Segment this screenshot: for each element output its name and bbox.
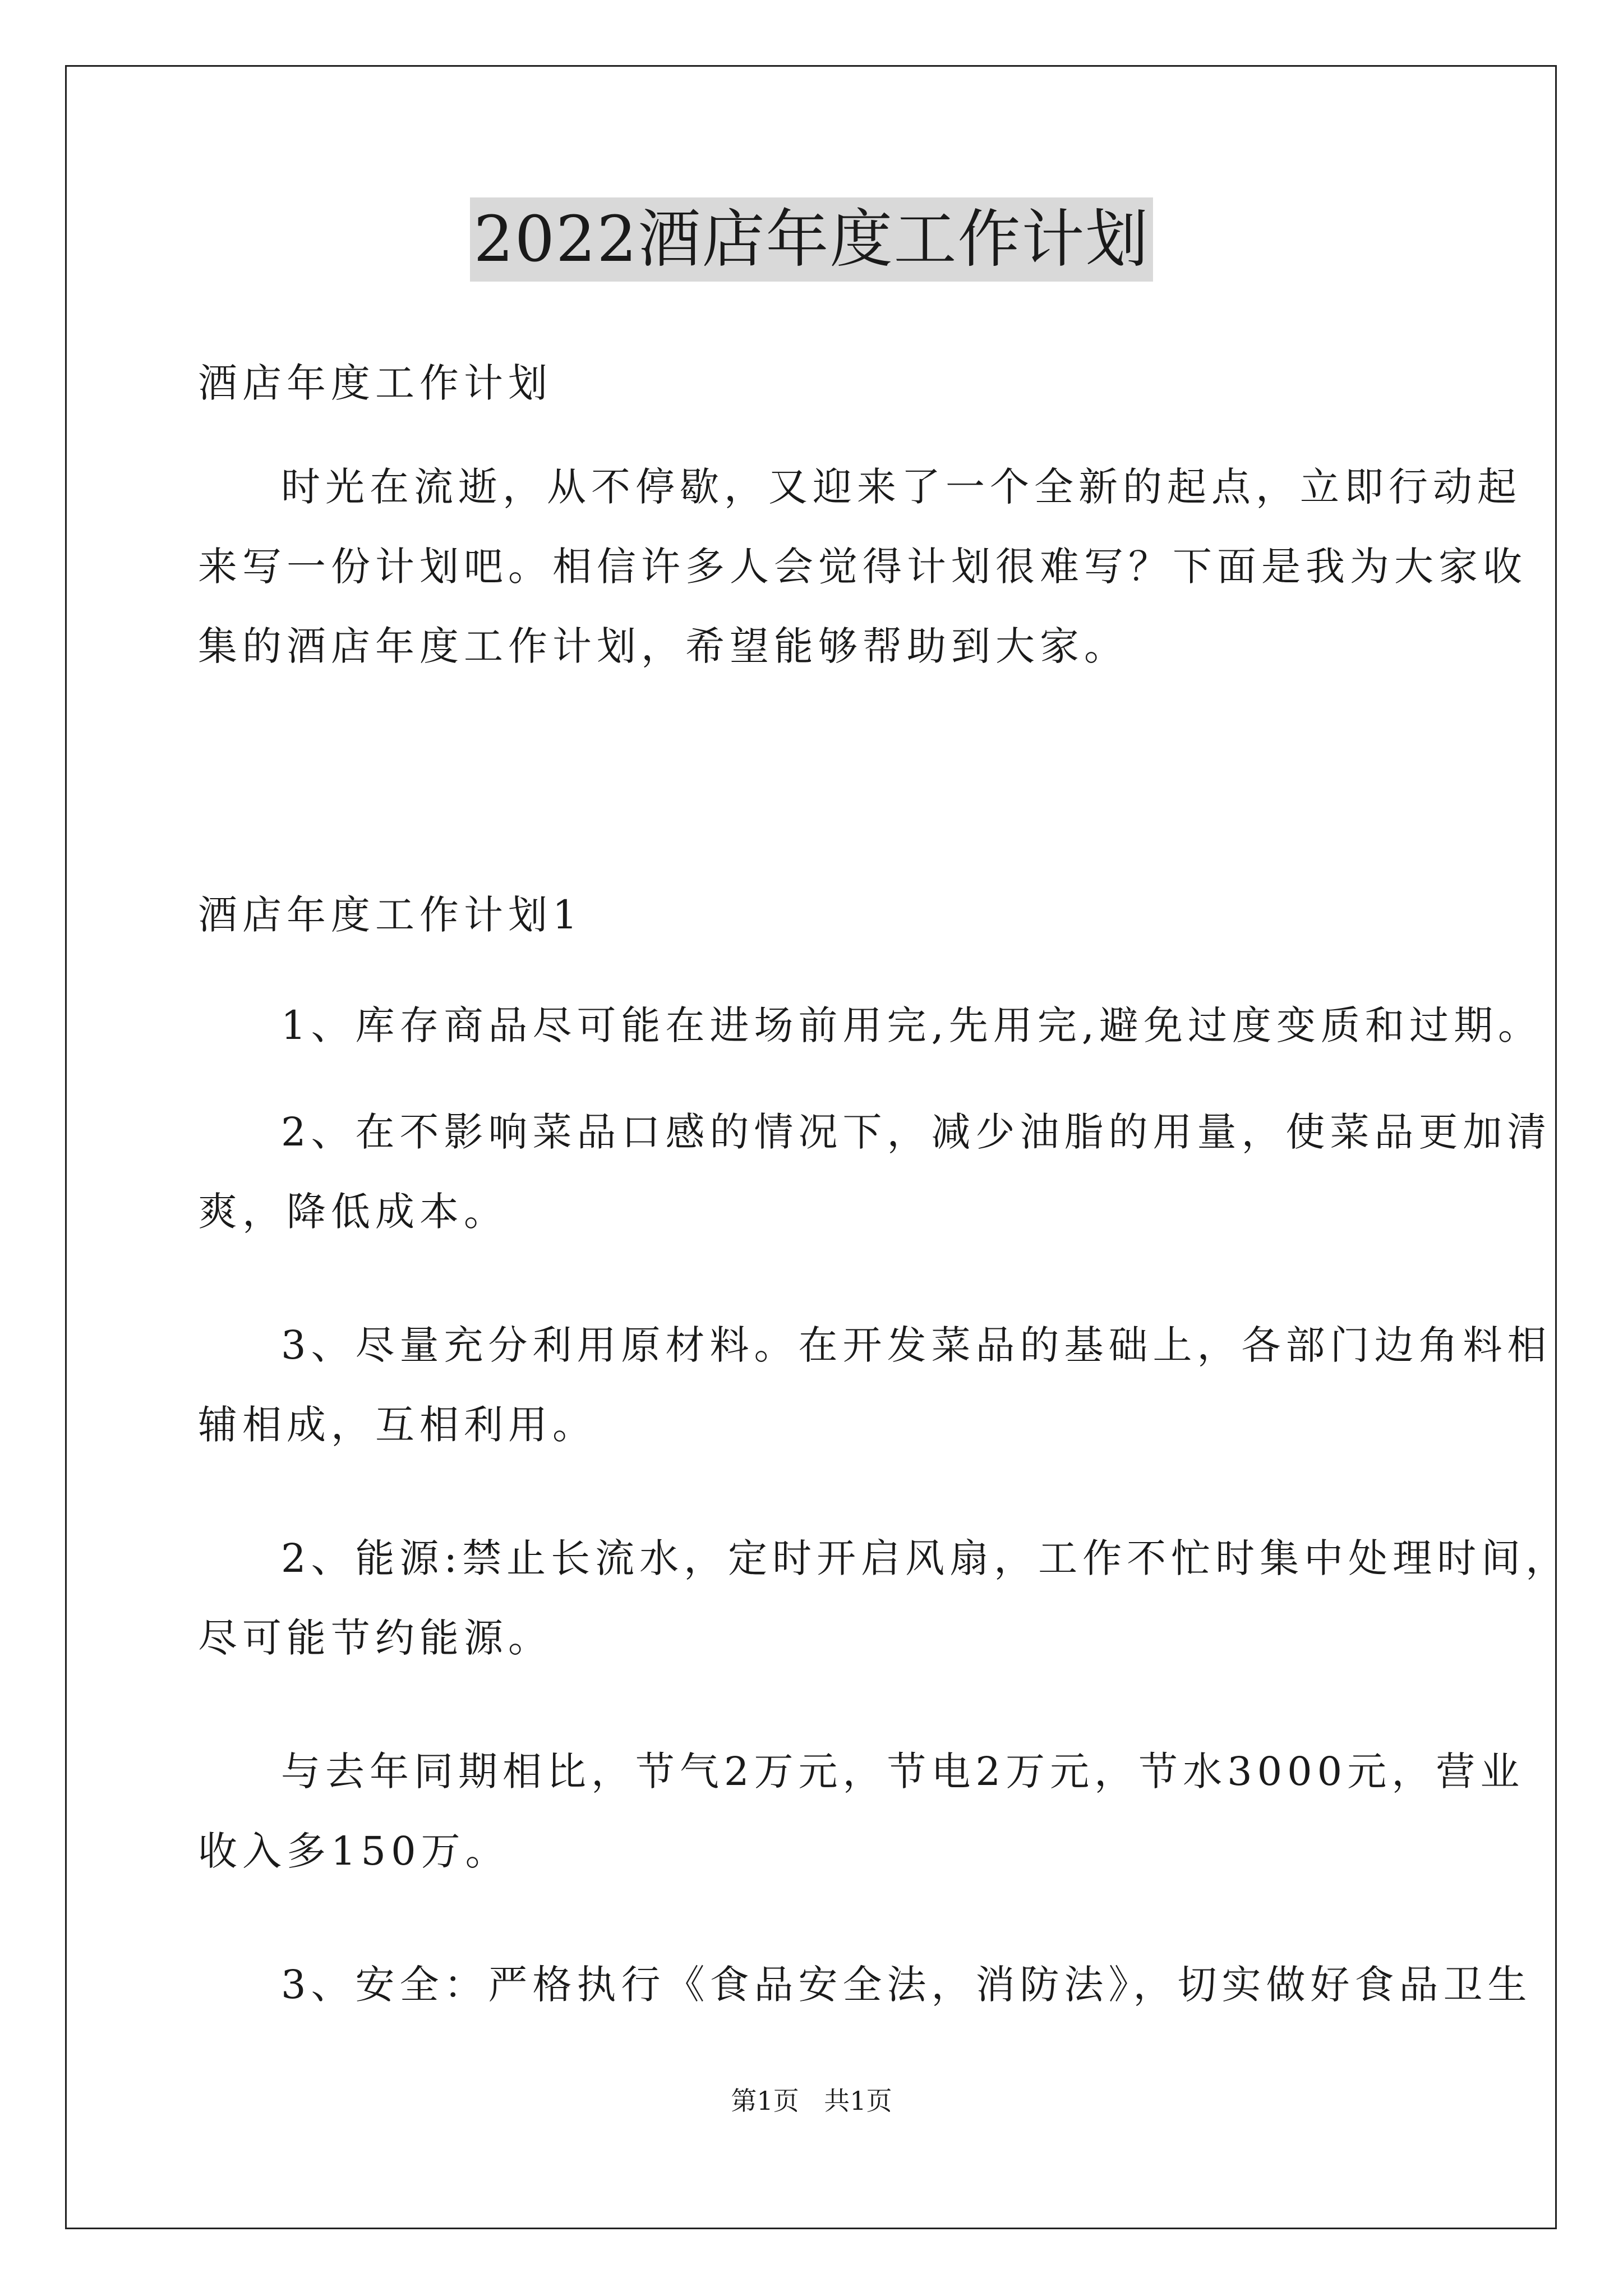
item-line: 辅相成，互相利用。 — [198, 1402, 597, 1448]
list-item — [198, 1305, 1552, 1465]
page-footer: 第1页 共1页 — [731, 2086, 892, 2116]
title-container — [0, 197, 1623, 282]
list-item — [198, 1732, 1525, 1891]
item-line: 3、安全：严格执行《食品安全法，消防法》，切实做好食品卫生 — [281, 1962, 1532, 2008]
item-line: 尽可能节约能源。 — [198, 1615, 552, 1661]
intro-line: 集的酒店年度工作计划，希望能够帮助到大家。 — [198, 623, 1128, 669]
list-item — [198, 986, 1543, 1065]
item-line: 2、在不影响菜品口感的情况下，减少油脂的用量，使菜品更加清 — [281, 1109, 1552, 1155]
item-line: 爽，降低成本。 — [198, 1189, 508, 1235]
intro-line: 来写一份计划吧。相信许多人会觉得计划很难写？下面是我为大家收 — [198, 544, 1527, 590]
section-heading: 酒店年度工作计划1 — [198, 892, 583, 938]
intro-paragraph — [198, 447, 1527, 686]
item-line: 收入多150万。 — [198, 1828, 510, 1874]
item-line: 2、能源:禁止长流水，定时开启风扇，工作不忙时集中处理时间， — [281, 1535, 1570, 1581]
item-line: 与去年同期相比，节气2万元，节电2万元，节水3000元，营业 — [281, 1749, 1525, 1795]
item-line: 3、尽量充分利用原材料。在开发菜品的基础上，各部门边角料相 — [281, 1322, 1552, 1368]
list-item — [198, 1945, 1532, 2024]
subtitle: 酒店年度工作计划 — [198, 360, 552, 406]
intro-line: 时光在流逝，从不停歇，又迎来了一个全新的起点，立即行动起 — [281, 464, 1521, 510]
list-item — [198, 1519, 1570, 1678]
list-item — [198, 1092, 1552, 1251]
item-line: 1、库存商品尽可能在进场前用完,先用完,避免过度变质和过期。 — [281, 1002, 1543, 1048]
document-title: 2022酒店年度工作计划 — [470, 197, 1152, 282]
